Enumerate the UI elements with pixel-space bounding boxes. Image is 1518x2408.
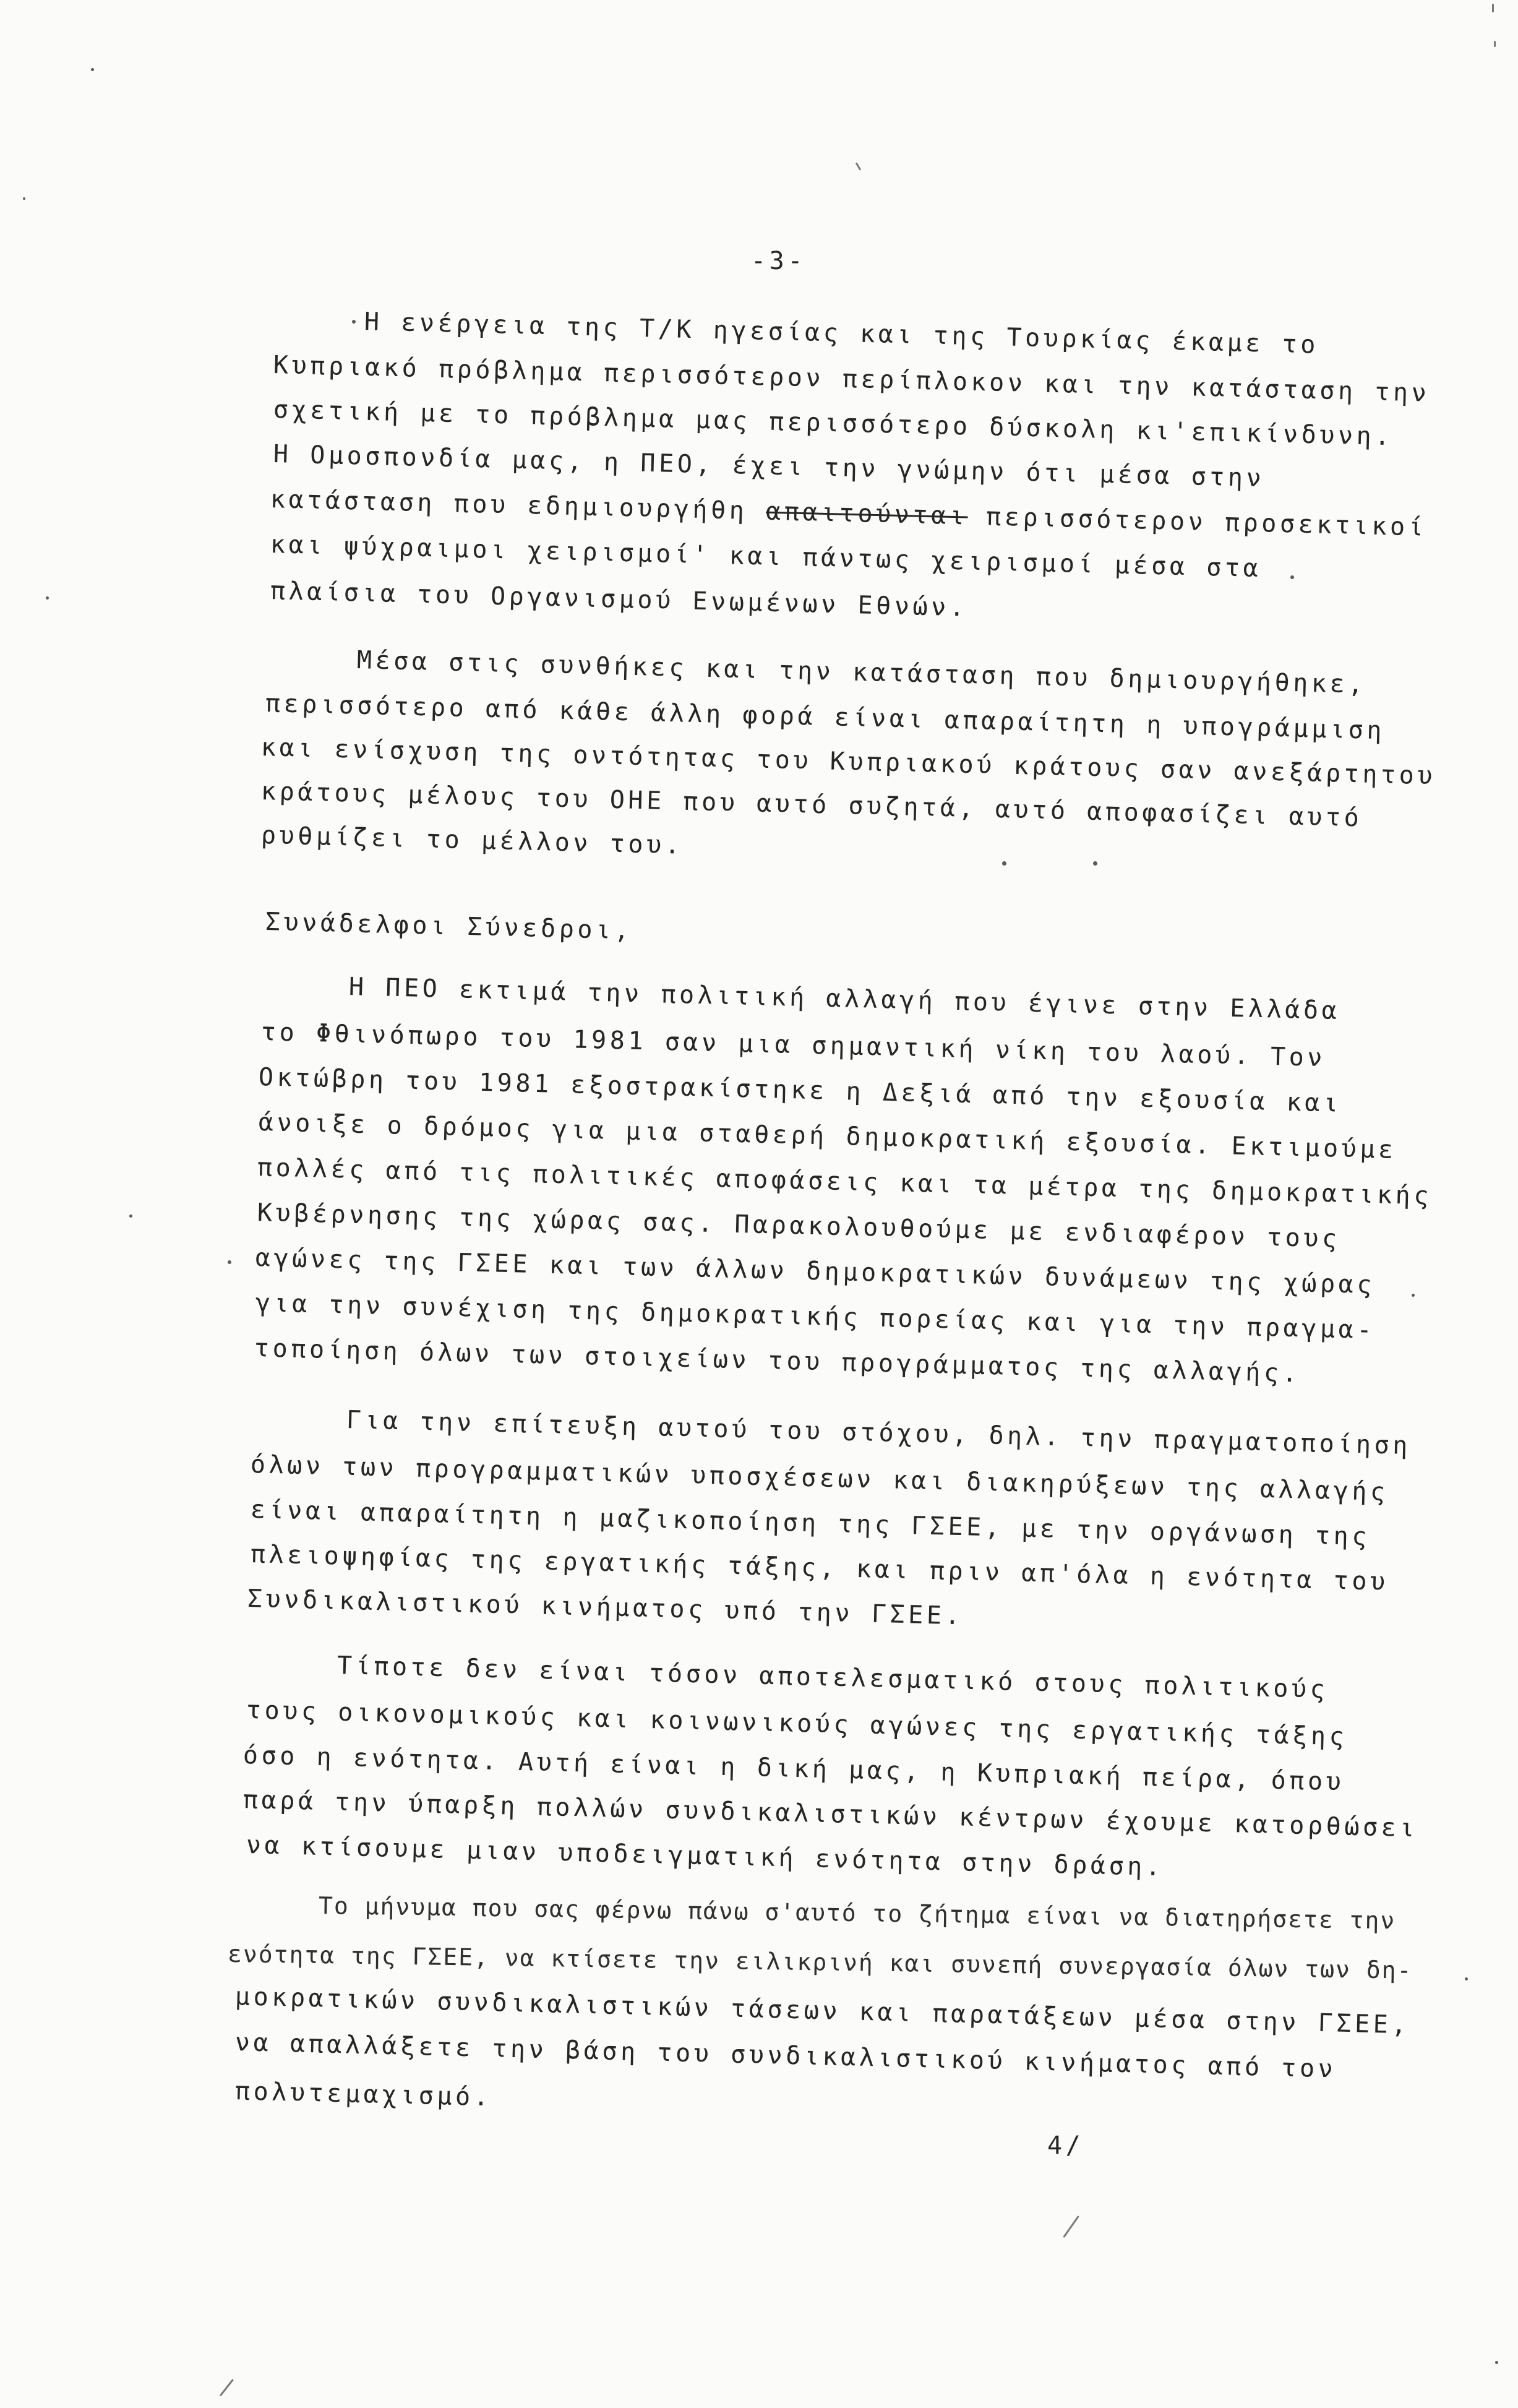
text-line: Η ΠΕΟ εκτιμά την πολιτική αλλαγή που έγινε στην Ελλάδα <box>348 973 1340 1026</box>
text-line: Τίποτε δεν είναι τόσον αποτελεσματικό στους πολιτικούς <box>337 1651 1329 1705</box>
text-line: Μέσα στις συνθήκες και την κατάσταση που δημιουργήθηκε, <box>356 646 1367 699</box>
scan-speck <box>1492 4 1494 12</box>
text-line: άνοιξε ο δρόμος για μια σταθερή δημοκρατική εξουσία. Εκτιμούμε <box>258 1108 1397 1164</box>
scan-speck <box>46 596 49 600</box>
scan-speck <box>23 197 25 200</box>
text-line: πλαίσια του Οργανισμού Ενωμένων Εθνών. <box>270 577 969 622</box>
text-line: να απαλλάξετε την βάση του συνδικαλιστικού κινήματος από τον <box>234 2028 1337 2084</box>
text-line: πολυτεμαχισμό. <box>234 2077 493 2112</box>
salutation: Συνάδελφοι Σύνεδροι, <box>265 908 633 945</box>
scan-speck <box>129 1215 132 1218</box>
text-line: ρυθμίζει το μέλλον του. <box>260 821 684 860</box>
text-line: πολλές από τις πολιτικές αποφάσεις και τα μέτρα της δημοκρατικής <box>257 1153 1433 1211</box>
text-line: πλειοψηφίας της εργατικής τάξης, και πριν απ'όλα η ενότητα του <box>250 1540 1389 1596</box>
text-line: Η ενέργεια της Τ/Κ ηγεσίας και της Τουρκίας έκαμε το <box>364 307 1319 359</box>
scan-speck <box>855 162 862 171</box>
text-line: να κτίσουμε μιαν υποδειγματική ενότητα στην δράση. <box>246 1831 1165 1882</box>
scan-speck <box>91 68 94 71</box>
text-line: όλων των προγραμματικών υποσχέσεων και διακηρύξεων της αλλαγής <box>250 1450 1389 1507</box>
scan-speck <box>228 1260 231 1264</box>
text-line: αγώνες της ΓΣΕΕ και των άλλων δημοκρατικών δυνάμεων της χώρας <box>255 1244 1376 1300</box>
text-line: Για την επίτευξη αυτού του στόχου, δηλ. την πραγματοποίηση <box>346 1406 1412 1461</box>
text-line: κράτους μέλους του ΟΗΕ που αυτό συζητά, αυτό αποφασίζει αυτό <box>260 777 1363 833</box>
text-line: τους οικονομικούς και κοινωνικούς αγώνες της εργατικής τάξης <box>246 1696 1348 1752</box>
text-line: τοποίηση όλων των στοιχείων του προγράμματος της αλλαγής. <box>254 1334 1301 1388</box>
page-number: -3- <box>751 247 807 275</box>
scan-speck <box>352 320 356 324</box>
text-line: παρά την ύπαρξη πολλών συνδικαλιστικών κέντρων έχουμε κατορθώσει <box>242 1786 1418 1843</box>
scan-speck <box>1002 861 1006 866</box>
text-line: Το μήνυμα που σας φέρνω πάνω σ'αυτό το ζήτημα είναι να διατηρήσετε την <box>318 1892 1396 1935</box>
text-line: για την συνέχιση της δημοκρατικής πορείας και για την πραγμα- <box>255 1289 1376 1345</box>
struck-out-word: απαιτούνται <box>765 497 969 531</box>
scan-speck <box>1465 1977 1468 1980</box>
text-line: ενότητα της ΓΣΕΕ, να κτίσετε την ειλικρινή και συνεπή συνεργασία όλων των δη- <box>227 1940 1413 1984</box>
scan-speck <box>1290 575 1294 579</box>
continuation-marker: 4/ <box>1047 2131 1084 2160</box>
pen-mark <box>1063 2216 1079 2238</box>
text-line: και ψύχραιμοι χειρισμοί' και πάντως χειρισμοί μέσα στα <box>270 530 1262 583</box>
pen-mark <box>220 2379 234 2397</box>
scan-speck <box>1494 41 1496 47</box>
scan-speck <box>1412 1294 1415 1297</box>
text-segment: περισσότερον προσεκτικοί <box>967 502 1428 542</box>
text-segment: κατάσταση που εδημιουργήθη <box>270 485 766 526</box>
text-line: Κυβέρνησης της χώρας σας. Παρακολουθούμε με ενδιαφέρον τους <box>257 1198 1341 1253</box>
text-line: και ενίσχυση της οντότητας του Κυπριακού κράτους σαν ανεξάρτητου <box>260 733 1436 791</box>
text-line: Η Ομοσπονδία μας, η ΠΕΟ, έχει την γνώμην ότι μέσα στην <box>273 440 1265 493</box>
scan-speck <box>1495 2361 1498 2364</box>
text-line: Οκτώβρη του 1981 εξοστρακίστηκε η Δεξιά από την εξουσία και <box>258 1063 1342 1118</box>
text-line: όσο η ενότητα. Αυτή είναι η δική μας, η Κυπριακή πείρα, όπου <box>242 1741 1345 1797</box>
text-line <box>270 486 1427 541</box>
text-line: Κυπριακό πρόβλημα περισσότερον περίπλοκον και την κατάσταση την <box>273 351 1430 408</box>
text-line: το Φθινόπωρο του 1981 σαν μια σημαντική νίκη του λαού. Τον <box>260 1018 1326 1073</box>
scan-speck <box>1093 861 1097 866</box>
text-line: είναι απαραίτητη η μαζικοποίηση της ΓΣΕΕ, με την οργάνωση της <box>250 1495 1371 1552</box>
text-line: σχετική με το πρόβλημα μας περισσότερο δύσκολη κι'επικίνδυνη. <box>273 395 1394 452</box>
text-line: Συνδικαλιστικού κινήματος υπό την ΓΣΕΕ. <box>247 1585 964 1631</box>
text-line: μοκρατικών συνδικαλιστικών τάσεων και παρατάξεων μέσα στην ΓΣΕΕ, <box>234 1982 1410 2040</box>
text-line: περισσότερο από κάθε άλλη φορά είναι απαραίτητη η υπογράμμιση <box>265 689 1386 746</box>
